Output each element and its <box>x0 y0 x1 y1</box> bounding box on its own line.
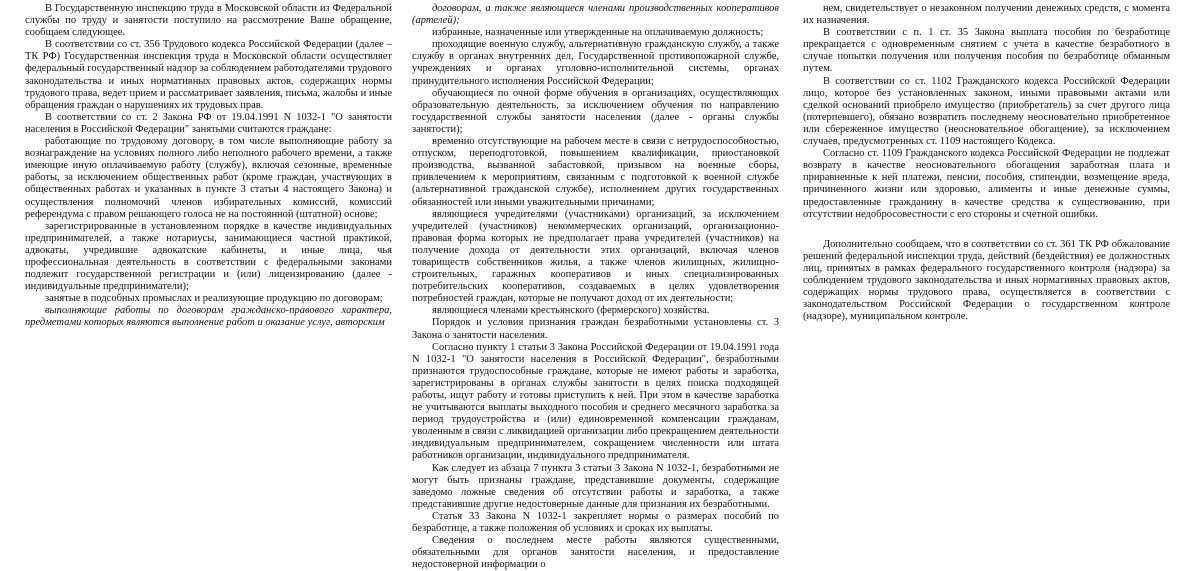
paragraph: В соответствии со ст. 1102 Гражданского кодекса Российской Федерации лицо, которое без установленных законом, иными правовыми актами или сделкой оснований приобрело имущество (приобретатель) за счет другого лица (потерпевшего), обязано возвратить последнему неосновательно приобретенное или сбереженное имущество (неосновательное обогащение), за исключением случаев, предусмотренных ст. 1109 настоящего Кодекса. <box>803 75 1170 148</box>
paragraph: Статья 33 Закона N 1032-1 закрепляет нормы о размерах пособий по безработице, а также положения об условиях и сроках их выплаты. <box>412 510 779 535</box>
paragraph: Сведения о последнем месте работы являются существенными, обязательными для органов занятости населения, и предоставление недостоверной информации о <box>412 535 779 571</box>
paragraph: являющиеся членами крестьянского (фермерского) хозяйства. <box>432 305 710 317</box>
paragraph: Порядок и условия признания граждан безработными установлены ст. 3 Закона о занятости населения. <box>412 317 779 341</box>
paragraph: В соответствии с п. 1 ст. 35 Закона выплата пособия по безработице прекращается с одновременным снятием с учета в качестве безработного в случае попытки получения или получения пособия по безработице обманным путем. <box>803 27 1170 75</box>
paragraph: Как следует из абзаца 7 пункта 3 статьи 3 Закона N 1032-1, безработными не могут быть признаны граждане, представившие документы, содержащие заведомо ложные сведения об отсутствии работы и заработка, а также представившие другие недостоверные данные для признания их безработными. <box>412 462 779 510</box>
paragraph: избранные, назначенные или утвержденные на оплачиваемую должность; <box>432 27 764 39</box>
paragraph: договорам, а также являющиеся членами производственных кооперативов (артелей); <box>412 3 779 27</box>
paragraph: работающие по трудовому договору, в том числе выполняющие работу за вознаграждение на условиях полного либо неполного рабочего времени, а также имеющие иную оплачиваемую работу (службу), включая сезонные, временные работы, за исключением общественных работ (кроме граждан, участвующих в общественных работах и указанных в пункте 3 статьи 4 настоящего Закона) и осуществления полномочий членов избирательных комиссий, комиссий референдума с правом решающего голоса не на постоянной (штатной) основе; <box>25 136 392 220</box>
paragraph: В соответствии со ст. 2 Закона РФ от 19.04.1991 N 1032-1 "О занятости населения в Российской Федерации" занятыми считаются граждане: <box>25 111 392 135</box>
paragraph: В соответствии со ст. 356 Трудового кодекса Российской Федерации (далее – ТК РФ) Государственная инспекция труда в Московской области осуществляет федеральный государственный надзор за соблюдением работодателями трудового законодательства и иных нормативных правовых актов, содержащих нормы трудового права, ведет прием и рассматривает заявления, письма, жалобы и иные обращения граждан о нарушениях их трудовых прав. <box>25 39 392 111</box>
paragraph: В Государственную инспекцию труда в Московской области из Федеральной службы по труду и занятости поступило на рассмотрение Ваше обращение, сообщаем следующее. <box>25 3 392 39</box>
paragraph: Согласно пункту 1 статьи 3 Закона Российской Федерации от 19.04.1991 года N 1032-1 "О занятости населения в Российской Федерации", безработными признаются трудоспособные граждане, которые не имеют работы и заработка, зарегистрированы в органах службы занятости в целях поиска подходящей работы, ищут работу и готовы приступить к ней. При этом в качестве заработка не учитываются выплаты выходного пособия и среднего месячного заработка за период трудоустройства и (или) единовременной компенсации гражданам, уволенным в связи с ликвидацией организации либо прекращением деятельности индивидуальным предпринимателем, сокращением численности или штата работников организации, индивидуального предпринимателя. <box>412 341 779 462</box>
paragraph: являющиеся учредителями (участниками) организаций, за исключением учредителей (участников) некоммерческих организаций, организационно-правовая форма которых не предполагает права учредителей (участников) на получение дохода от деятельности этих организаций, включая членов товариществ собственников жилья, а также членов жилищных, жилищно-строительных, гаражных кооперативов и иных специализированных потребительских кооперативов, создаваемых в целях удовлетворения потребностей граждан, которые не получают доход от их деятельности; <box>412 208 779 305</box>
paragraph: обучающиеся по очной форме обучения в организациях, осуществляющих образовательную деятельность, за исключением обучения по направлению государственной службы занятости населения (далее - органы службы занятости); <box>412 87 779 135</box>
paragraph: нем, свидетельствует о незаконном получении денежных средств, с момента их назначения. <box>803 3 1170 27</box>
paragraph: занятые в подсобных промыслах и реализующие продукцию по договорам; <box>45 293 383 305</box>
paragraph: проходящие военную службу, альтернативную гражданскую службу, а также службу в органах внутренних дел, Государственной противопожарной службе, учреждениях и органах уголовно-исполнительной системы, органах принудительного исполнения Российской Федерации; <box>412 39 779 87</box>
text-column-3 <box>803 3 1170 323</box>
text-column-1 <box>25 3 392 330</box>
paragraph: временно отсутствующие на рабочем месте в связи с нетрудоспособностью, отпуском, переподготовкой, повышением квалификации, приостановкой производства, вызванной забастовкой, призывом на военные сборы, привлечением к мероприятиям, связанным с подготовкой к военной службе (альтернативной гражданской службе), исполнением других государственных обязанностей или иными уважительными причинами; <box>412 136 779 208</box>
text-column-2 <box>412 3 779 571</box>
paragraph: выполняющие работы по договорам гражданско-правового характера, предметами которых являются выполнение работ и оказание услуг, авторским <box>25 305 392 329</box>
paragraph: Дополнительно сообщаем, что в соответствии со ст. 361 ТК РФ обжалование решений федеральной инспекции труда, действий (бездействия) ее должностных лиц, принятых в рамках федерального государственного контроля (надзора) за соблюдением трудового законодательства и иных нормативных правовых актов, содержащих нормы трудового права, осуществляется в соответствии с законодательством Российской Федерации о государственном контроле (надзоре), муниципальном контроле. <box>803 238 1170 323</box>
paragraph: зарегистрированные в установленном порядке в качестве индивидуальных предпринимателей, а также нотариусы, занимающиеся частной практикой, адвокаты, учредившие адвокатские кабинеты, и иные лица, чья профессиональная деятельность в соответствии с федеральными законами подлежит государственной регистрации и (или) лицензированию (далее - индивидуальные предприниматели); <box>25 220 392 293</box>
paragraph: Согласно ст. 1109 Гражданского кодекса Российской Федерации не подлежат возврату в качестве неосновательного обогащения заработная плата и приравненные к ней платежи, пенсии, пособия, стипендии, возмещение вреда, причиненного жизни или здоровью, алименты и иные денежные суммы, предоставленные гражданину в качестве средства к существованию, при отсутствии недобросовестности с его стороны и счетной ошибки. <box>803 148 1170 220</box>
